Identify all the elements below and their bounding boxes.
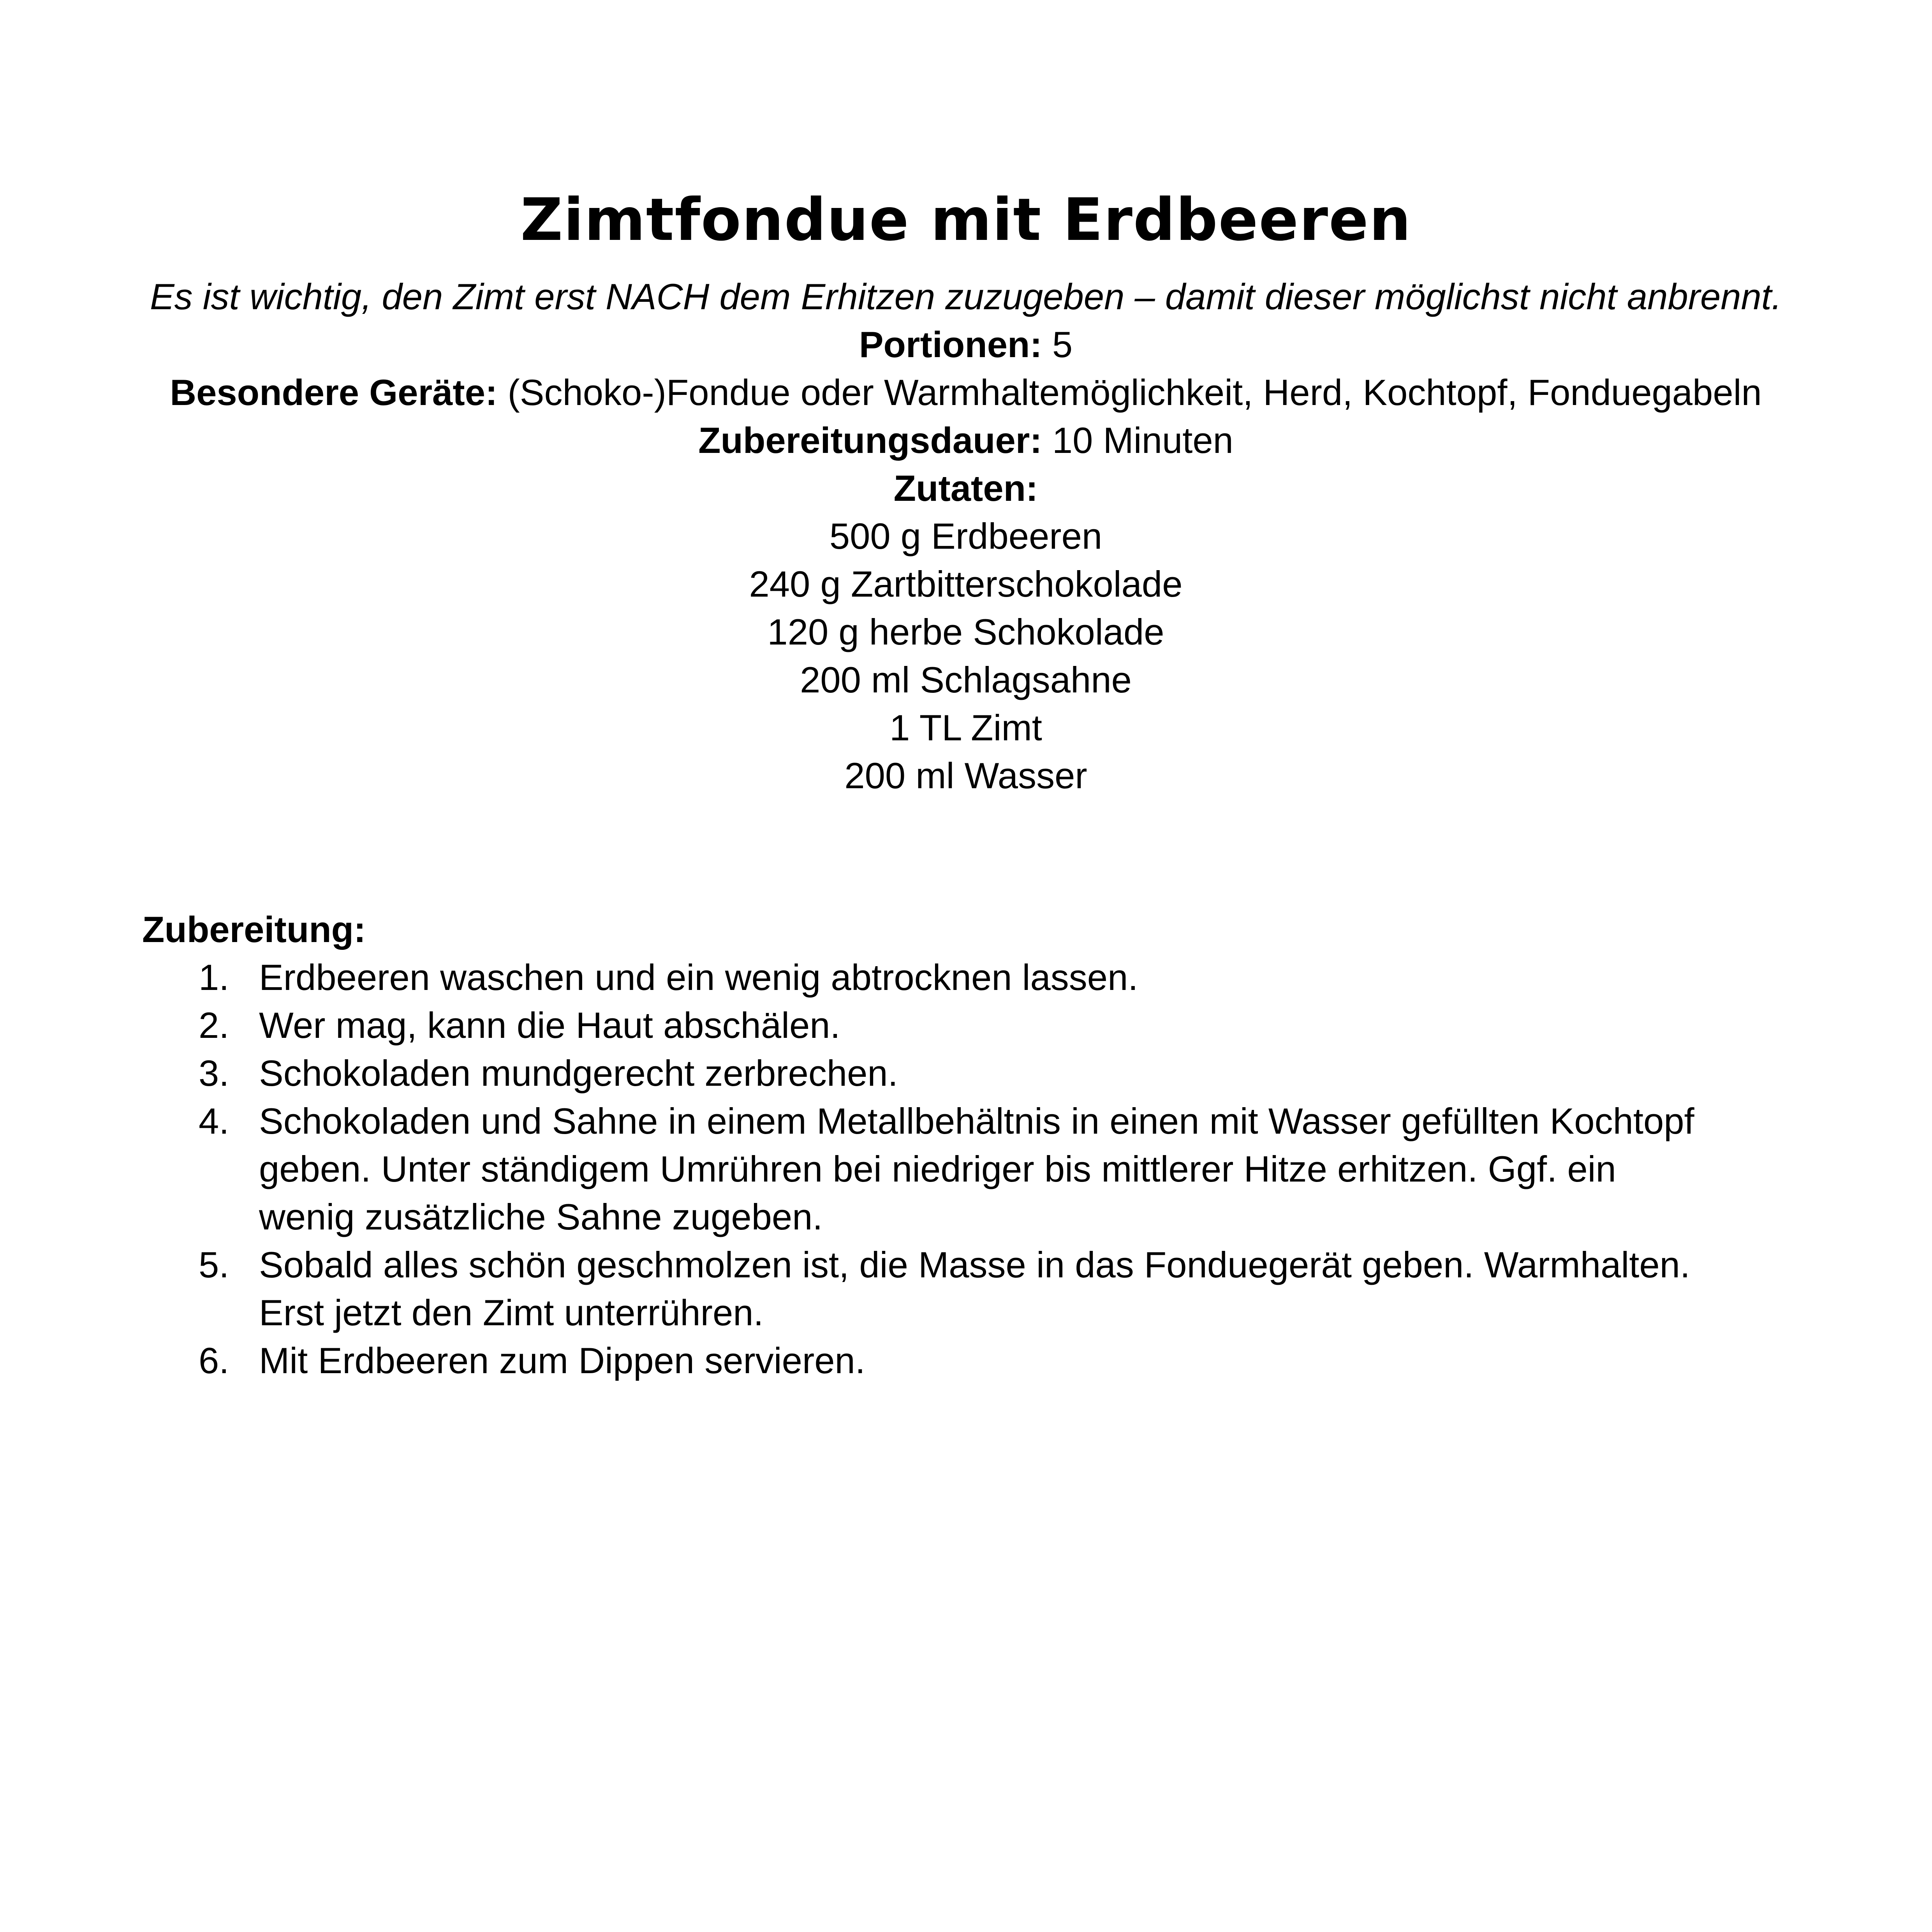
step-number: 4. (199, 1101, 229, 1141)
step-text: Schokoladen und Sahne in einem Metallbehältnis in einen mit Wasser gefüllten Kochtopf geben. Unter ständigem Umrühren bei niedriger bis mittlerer Hitze erhitzen. Ggf. ein wenig zusätzliche Sahne zugeben. (259, 1101, 1694, 1237)
step-item (142, 1001, 1700, 1049)
equipment-line (129, 368, 1803, 416)
ingredients-list (129, 512, 1803, 800)
step-number: 6. (199, 1340, 229, 1381)
step-text: Wer mag, kann die Haut abschälen. (259, 1005, 840, 1046)
recipe-title: Zimtfondue mit Erdbeeren (520, 186, 1412, 254)
recipe-overview (129, 273, 1803, 800)
step-text: Sobald alles schön geschmolzen ist, die Masse in das Fonduegerät geben. Warmhalten. Erst jetzt den Zimt unterrühren. (259, 1244, 1691, 1333)
duration-label: Zubereitungsdauer: (698, 420, 1042, 461)
portions-value: 5 (1052, 324, 1073, 365)
recipe-intro: Es ist wichtig, den Zimt erst NACH dem Erhitzen zuzugeben – damit dieser möglichst nicht anbrennt. (150, 276, 1782, 317)
step-number: 2. (199, 1005, 229, 1046)
step-number: 5. (199, 1244, 229, 1285)
step-item (142, 1241, 1700, 1337)
ingredient-item: 500 g Erdbeeren (829, 516, 1102, 557)
step-number: 1. (199, 957, 229, 998)
step-item (142, 1049, 1700, 1097)
portions-label: Portionen: (859, 324, 1042, 365)
duration-line (129, 416, 1803, 464)
preparation-steps (142, 953, 1700, 1384)
ingredient-item: 240 g Zartbitterschokolade (749, 564, 1183, 604)
step-item (142, 953, 1700, 1001)
step-text: Erdbeeren waschen und ein wenig abtrocknen lassen. (259, 957, 1138, 998)
step-item (142, 1337, 1700, 1384)
ingredient-item: 200 ml Schlagsahne (800, 659, 1132, 700)
ingredient-item: 120 g herbe Schokolade (767, 611, 1164, 652)
portions-line (129, 321, 1803, 368)
step-text: Mit Erdbeeren zum Dippen servieren. (259, 1340, 865, 1381)
step-text: Schokoladen mundgerecht zerbrechen. (259, 1053, 898, 1094)
duration-value: 10 Minuten (1052, 420, 1233, 461)
ingredient-item: 200 ml Wasser (844, 755, 1087, 796)
equipment-value: (Schoko-)Fondue oder Warmhaltemöglichkeit, Herd, Kochtopf, Fonduegabeln (507, 372, 1762, 413)
ingredients-heading: Zutaten: (893, 468, 1038, 509)
ingredient-item: 1 TL Zimt (889, 707, 1042, 748)
equipment-label: Besondere Geräte: (170, 372, 498, 413)
step-number: 3. (199, 1053, 229, 1094)
preparation-heading: Zubereitung: (142, 909, 366, 950)
step-item (142, 1097, 1700, 1241)
